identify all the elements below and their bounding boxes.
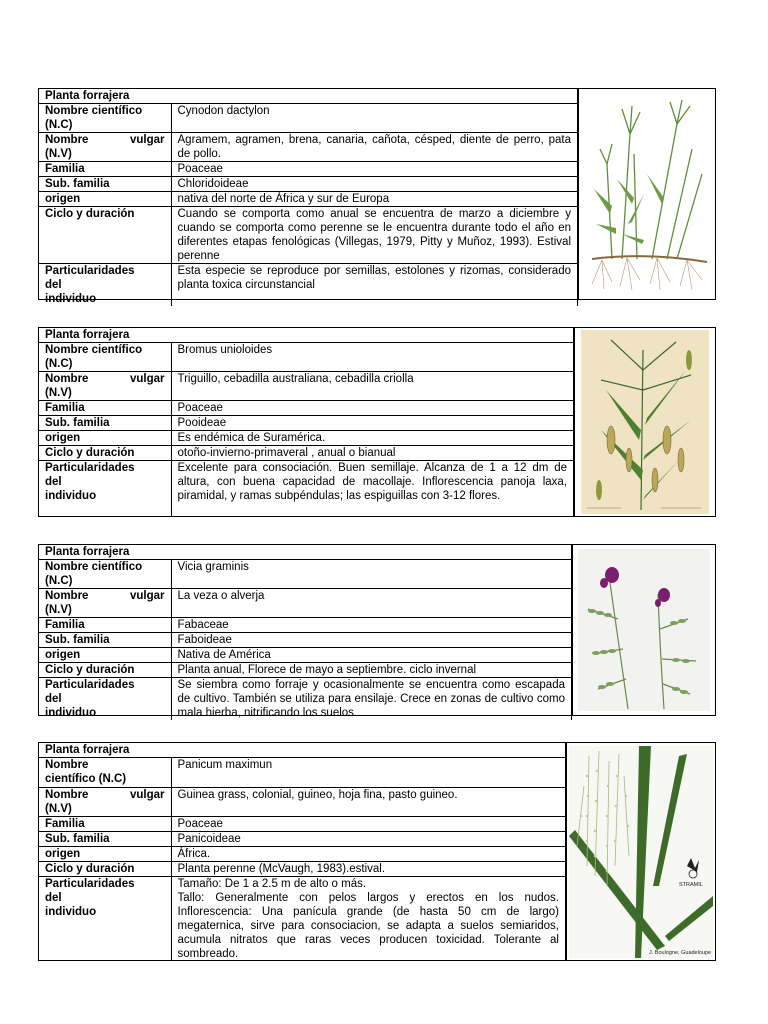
plant-table (39, 743, 566, 961)
plant-table (39, 545, 572, 720)
plant-card-vicia (38, 544, 716, 719)
value-family: Poaceae (171, 162, 578, 177)
label-family: Familia (39, 162, 171, 177)
label-cycle: Ciclo y duración (39, 862, 171, 877)
label-common-name: Nombre vulgar (N.V) (39, 589, 171, 618)
bromus-botanical-plate (581, 330, 709, 514)
value-cycle: otoño-invierno-primaveral , anual o bianual (171, 446, 574, 461)
value-particularities: Se siembra como forraje y ocasionalmente se encuentra como escapada de cultivo. También se utiliza para ensilaje. Crece en zonas de cultivo como mala hierba, nitrificando los suelos. (171, 678, 572, 721)
value-scientific-name: Vicia graminis (171, 560, 572, 589)
value-particularities: Excelente para consociación. Buen semillaje. Alcanza de 1 a 12 dm de altura, con buena capacidad de macollaje. Inflorescencia panoja laxa, piramidal, y ramas subpéndulas; las espiguillas con 3-12 flores. (171, 461, 574, 517)
value-common-name: Guinea grass, colonial, guineo, hoja fina, pasto guineo. (171, 788, 566, 817)
photo-credit: J. Boulogne, Guadeloupe (649, 949, 712, 956)
vetch-photo (578, 549, 710, 711)
label-particularities: Particularidades del individuo (39, 264, 171, 307)
label-particularities: Particularidades del individuo (39, 678, 171, 721)
table-header: Planta forrajera (39, 545, 572, 560)
value-family: Poaceae (171, 817, 566, 832)
value-family: Poaceae (171, 401, 574, 416)
plant-card-cynodon (38, 88, 716, 305)
table-header: Planta forrajera (39, 328, 574, 343)
label-particularities: Particularidades del individuo (39, 877, 171, 962)
label-scientific-name: Nombre científico (N.C) (39, 104, 171, 133)
plant-illustration-bromus (574, 328, 715, 516)
label-subfamily: Sub. familia (39, 177, 171, 192)
value-common-name: Triguillo, cebadilla australiana, cebadilla criolla (171, 372, 574, 401)
value-subfamily: Faboideae (171, 633, 572, 648)
value-common-name: Agramem, agramen, brena, canaria, cañota, césped, diente de perro, pata de pollo. (171, 133, 578, 162)
value-subfamily: Pooideae (171, 416, 574, 431)
value-subfamily: Chloridoideae (171, 177, 578, 192)
plant-photo-panicum (566, 743, 715, 960)
plant-card-panicum (38, 742, 716, 961)
value-particularities: Tamaño: De 1 a 2.5 m de alto o más. Tallo: Generalmente con pelos largos y erectos en los nudos. Inflorescencia: Una panícula grande (de hasta 50 cm de largo) megaternica, sirve para consociacion, se adapta a suelos semiaridos, acumula nitratos que raras veces producen toxicidad. Tolerante al sombreado. (171, 877, 566, 962)
value-scientific-name: Panicum maximun (171, 758, 566, 788)
plant-table (39, 328, 574, 516)
label-common-name: Nombre vulgar (N.V) (39, 372, 171, 401)
label-common-name: Nombre vulgar (N.V) (39, 133, 171, 162)
label-origin: origen (39, 192, 171, 207)
label-subfamily: Sub. familia (39, 832, 171, 847)
label-cycle: Ciclo y duración (39, 663, 171, 678)
plant-photo-vicia (572, 545, 715, 715)
label-common-name: Nombre vulgar (N.V) (39, 788, 171, 817)
label-scientific-name: Nombre científico (N.C) (39, 343, 171, 372)
value-origin: África. (171, 847, 566, 862)
value-scientific-name: Bromus unioloides (171, 343, 574, 372)
label-cycle: Ciclo y duración (39, 207, 171, 264)
plant-illustration-cynodon (578, 89, 715, 299)
value-origin: Nativa de América (171, 648, 572, 663)
value-cycle: Planta perenne (McVaugh, 1983).estival. (171, 862, 566, 877)
label-subfamily: Sub. familia (39, 633, 171, 648)
label-origin: origen (39, 431, 171, 446)
label-origin: origen (39, 648, 171, 663)
plant-table (39, 89, 578, 306)
label-subfamily: Sub. familia (39, 416, 171, 431)
value-family: Fabaceae (171, 618, 572, 633)
value-particularities: Esta especie se reproduce por semillas, estolones y rizomas, considerado planta toxica circunstancial (171, 264, 578, 307)
table-header: Planta forrajera (39, 89, 578, 104)
value-origin: nativa del norte de África y sur de Europa (171, 192, 578, 207)
value-common-name: La veza o alverja (171, 589, 572, 618)
value-origin: Es endémica de Suramérica. (171, 431, 574, 446)
label-scientific-name: Nombre científico (N.C) (39, 758, 171, 788)
value-scientific-name: Cynodon dactylon (171, 104, 578, 133)
label-family: Familia (39, 401, 171, 416)
value-cycle: Planta anual, Florece de mayo a septiembre. ciclo invernal (171, 663, 572, 678)
label-scientific-name: Nombre científico (N.C) (39, 560, 171, 589)
label-family: Familia (39, 817, 171, 832)
label-origin: origen (39, 847, 171, 862)
value-subfamily: Panicoideae (171, 832, 566, 847)
value-cycle: Cuando se comporta como anual se encuentra de marzo a diciembre y cuando se comporta como perenne se le encuentra durante todo el año en diferentes etapas fenológicas (Villegas, 1979, Pitty y Muñoz, 1993). Estival perenne (171, 207, 578, 264)
table-header: Planta forrajera (39, 743, 566, 758)
logo-caption: STRAMIL (679, 881, 703, 888)
plant-card-bromus (38, 327, 716, 517)
label-particularities: Particularidades del individuo (39, 461, 171, 517)
panicum-photo (569, 746, 713, 958)
label-cycle: Ciclo y duración (39, 446, 171, 461)
label-family: Familia (39, 618, 171, 633)
grass-illustration (582, 94, 712, 294)
